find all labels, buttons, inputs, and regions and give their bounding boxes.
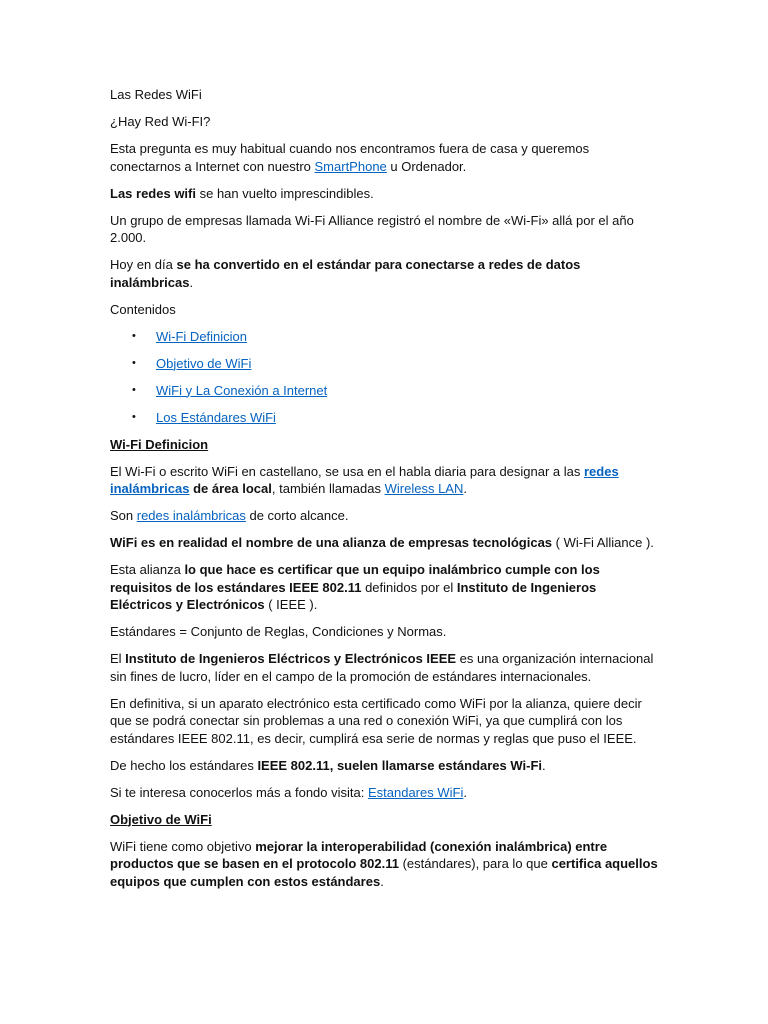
certificar-paragraph: Esta alianza lo que hace es certificar que un equipo inalámbrico cumple con los requisitos de los estándares IEEE 802.11 definidos por el Instituto de Ingenieros Eléctricos y Electrónicos ( IEEE ).: [110, 562, 600, 612]
alliance-paragraph: Un grupo de empresas llamada Wi-Fi Alliance registró el nombre de «Wi-Fi» allá por el año 2.000.: [110, 212, 634, 245]
estandares-wifi-link[interactable]: Estandares WiFi: [367, 784, 464, 800]
section-heading-objetivo: Objetivo de WiFi: [110, 811, 212, 827]
definicion-paragraph: El Wi-Fi o escrito WiFi en castellano, se usa en el habla diaria para designar a las redes inalámbricas de área local, también llamadas Wireless LAN.: [110, 463, 619, 496]
toc-item: [110, 382, 660, 400]
smartphone-link[interactable]: SmartPhone: [314, 158, 387, 174]
estandares-definition-paragraph: Estándares = Conjunto de Reglas, Condiciones y Normas.: [110, 624, 447, 639]
de-hecho-paragraph: De hecho los estándares IEEE 802.11, suelen llamarse estándares Wi-Fi.: [110, 757, 546, 773]
redes-inalambricas-link-2[interactable]: redes inalámbricas: [136, 508, 246, 523]
redes-inalambricas-link[interactable]: redes inalámbricas: [110, 463, 619, 496]
toc-item: [110, 355, 660, 373]
document-body: [110, 86, 660, 900]
table-of-contents: [110, 328, 660, 427]
toc-link-wifi-definicion[interactable]: Wi-Fi Definicion: [156, 328, 248, 344]
toc-item: [110, 328, 660, 346]
objetivo-paragraph: WiFi tiene como objetivo mejorar la interoperabilidad (conexión inalámbrica) entre productos que se basen en el protocolo 802.11 (estándares), para lo que certifica aquellos equipos que cumplen con estos estándares.: [110, 838, 658, 889]
bullet-icon: •: [132, 410, 136, 423]
intro-paragraph: Esta pregunta es muy habitual cuando nos encontramos fuera de casa y queremos conectarnos a Internet con nuestro SmartPhone u Ordenador.: [110, 141, 590, 174]
ieee-paragraph: El Instituto de Ingenieros Eléctricos y Electrónicos IEEE es una organización internacional sin fines de lucro, líder en el campo de la promoción de estándares internacionales.: [110, 651, 654, 684]
contents-label: Contenidos: [110, 301, 176, 317]
bullet-icon: •: [132, 356, 136, 369]
toc-item: [110, 409, 660, 427]
bullet-icon: •: [132, 383, 136, 396]
bullet-icon: •: [132, 329, 136, 342]
section-heading-definicion: Wi-Fi Definicion: [110, 436, 209, 452]
question-line: ¿Hay Red Wi-FI?: [110, 114, 211, 129]
wireless-lan-link[interactable]: Wireless LAN: [384, 481, 464, 496]
document-title: Las Redes WiFi: [110, 87, 202, 102]
toc-link-conexion[interactable]: WiFi y La Conexión a Internet: [156, 382, 328, 398]
corto-alcance-paragraph: Son redes inalámbricas de corto alcance.: [110, 508, 349, 523]
toc-link-objetivo[interactable]: Objetivo de WiFi: [156, 355, 252, 371]
toc-link-estandares[interactable]: Los Estándares WiFi: [156, 409, 276, 425]
redes-paragraph: Las redes wifi se han vuelto imprescindibles.: [110, 185, 374, 201]
definitiva-paragraph: En definitiva, si un aparato electrónico esta certificado como WiFi por la alianza, quiere decir que se podrá conectar sin problemas a una red o conexión WiFi, ya que cumplirá con los estándares IEEE 802.11, es decir, cumplirá esa serie de normas y reglas que puso el IEEE.: [110, 695, 642, 746]
alianza-empresas-paragraph: WiFi es en realidad el nombre de una alianza de empresas tecnológicas ( Wi-Fi Alliance ).: [110, 535, 654, 550]
standard-paragraph: Hoy en día se ha convertido en el estándar para conectarse a redes de datos inalámbricas.: [110, 257, 581, 290]
visita-paragraph: Si te interesa conocerlos más a fondo visita: Estandares WiFi.: [110, 784, 467, 800]
